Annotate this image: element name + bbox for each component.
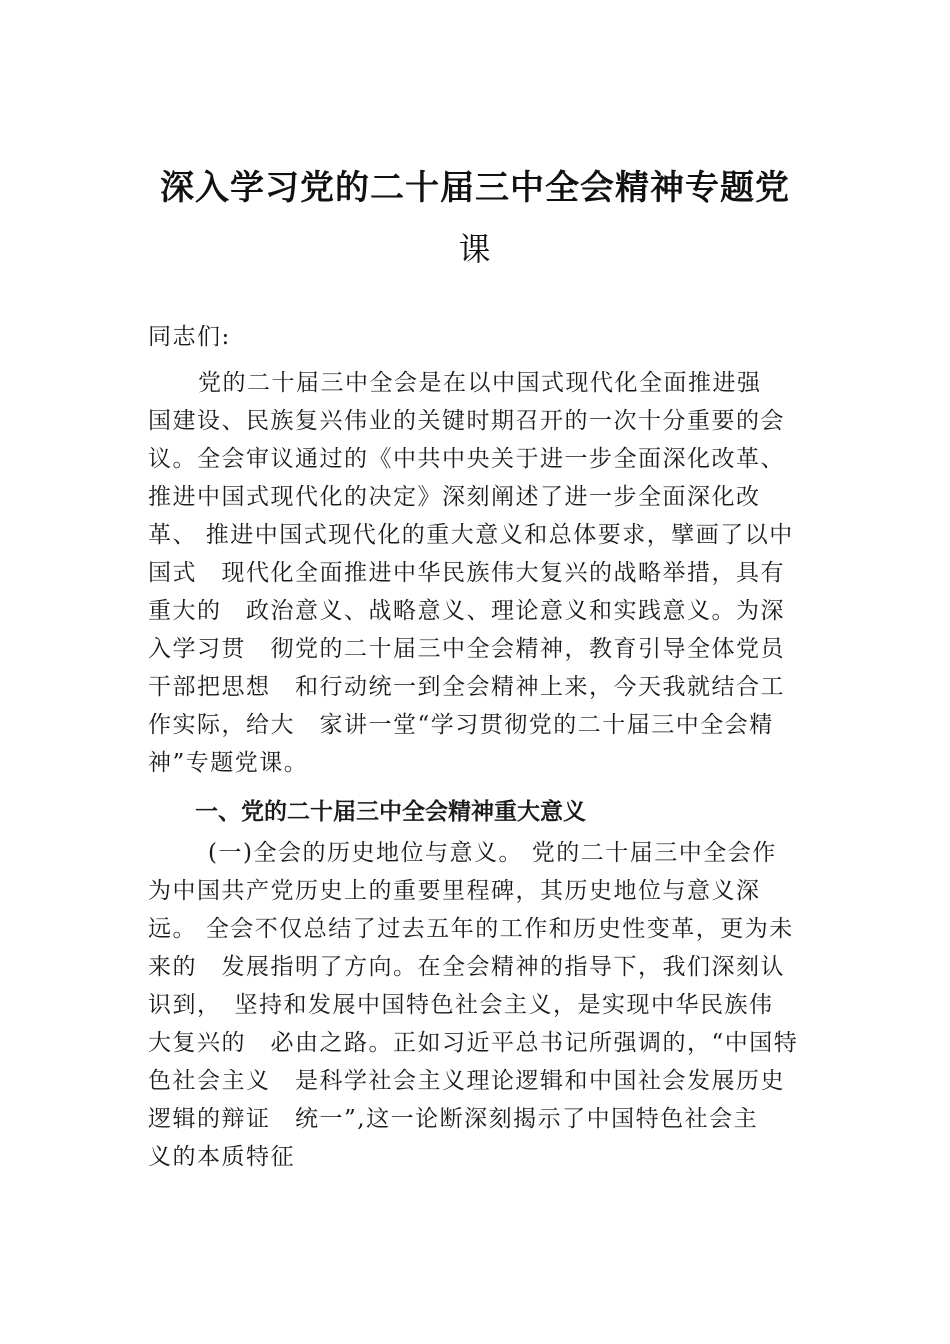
paragraph-line: 为中国共产党历史上的重要里程碑，其历史地位与意义深 — [148, 878, 761, 904]
paragraph-line: 干部把思想 和行动统一到全会精神上来，今天我就结合工 — [148, 674, 785, 700]
paragraph-line: 义的本质特征 — [148, 1144, 295, 1170]
paragraph-line: (一)全会的历史地位与意义。 党的二十届三中全会作 — [208, 840, 777, 866]
paragraph-line: 识到， 坚持和发展中国特色社会主义，是实现中华民族伟 — [148, 992, 774, 1018]
paragraph-line: 国式 现代化全面推进中华民族伟大复兴的战略举措，具有 — [148, 560, 785, 586]
paragraph-line: 大复兴的 必由之路。正如习近平总书记所强调的，“中国特 — [148, 1030, 799, 1056]
paragraph-line: 议。全会审议通过的《中共中央关于进一步全面深化改革、 — [148, 446, 785, 472]
section-heading: 一、党的二十届三中全会精神重大意义 — [195, 799, 586, 825]
paragraph-line: 重大的 政治意义、战略意义、理论意义和实践意义。为深 — [148, 598, 785, 624]
paragraph-line: 色社会主义 是科学社会主义理论逻辑和中国社会发展历史 — [148, 1068, 785, 1094]
salutation: 同志们: — [148, 324, 231, 350]
paragraph-line: 革、 推进中国式现代化的重大意义和总体要求，擘画了以中 — [148, 522, 794, 548]
document-title-line-2: 课 — [458, 230, 492, 268]
paragraph-line: 逻辑的辩证 统一”,这一论断深刻揭示了中国特色社会主 — [148, 1106, 759, 1132]
paragraph-line: 神”专题党课。 — [148, 750, 309, 776]
paragraph-line: 推进中国式现代化的决定》深刻阐述了进一步全面深化改 — [148, 484, 761, 510]
paragraph-line: 国建设、民族复兴伟业的关键时期召开的一次十分重要的会 — [148, 408, 785, 434]
document-title-line-1: 深入学习党的二十届三中全会精神专题党 — [160, 168, 790, 208]
paragraph-line: 党的二十届三中全会是在以中国式现代化全面推进强 — [198, 370, 762, 396]
paragraph-line: 来的 发展指明了方向。在全会精神的指导下，我们深刻认 — [148, 954, 785, 980]
paragraph-line: 作实际，给大 家讲一堂“学习贯彻党的二十届三中全会精 — [148, 712, 774, 738]
paragraph-line: 入学习贯 彻党的二十届三中全会精神，教育引导全体党员 — [148, 636, 785, 662]
paragraph-line: 远。 全会不仅总结了过去五年的工作和历史性变革，更为未 — [148, 916, 794, 942]
